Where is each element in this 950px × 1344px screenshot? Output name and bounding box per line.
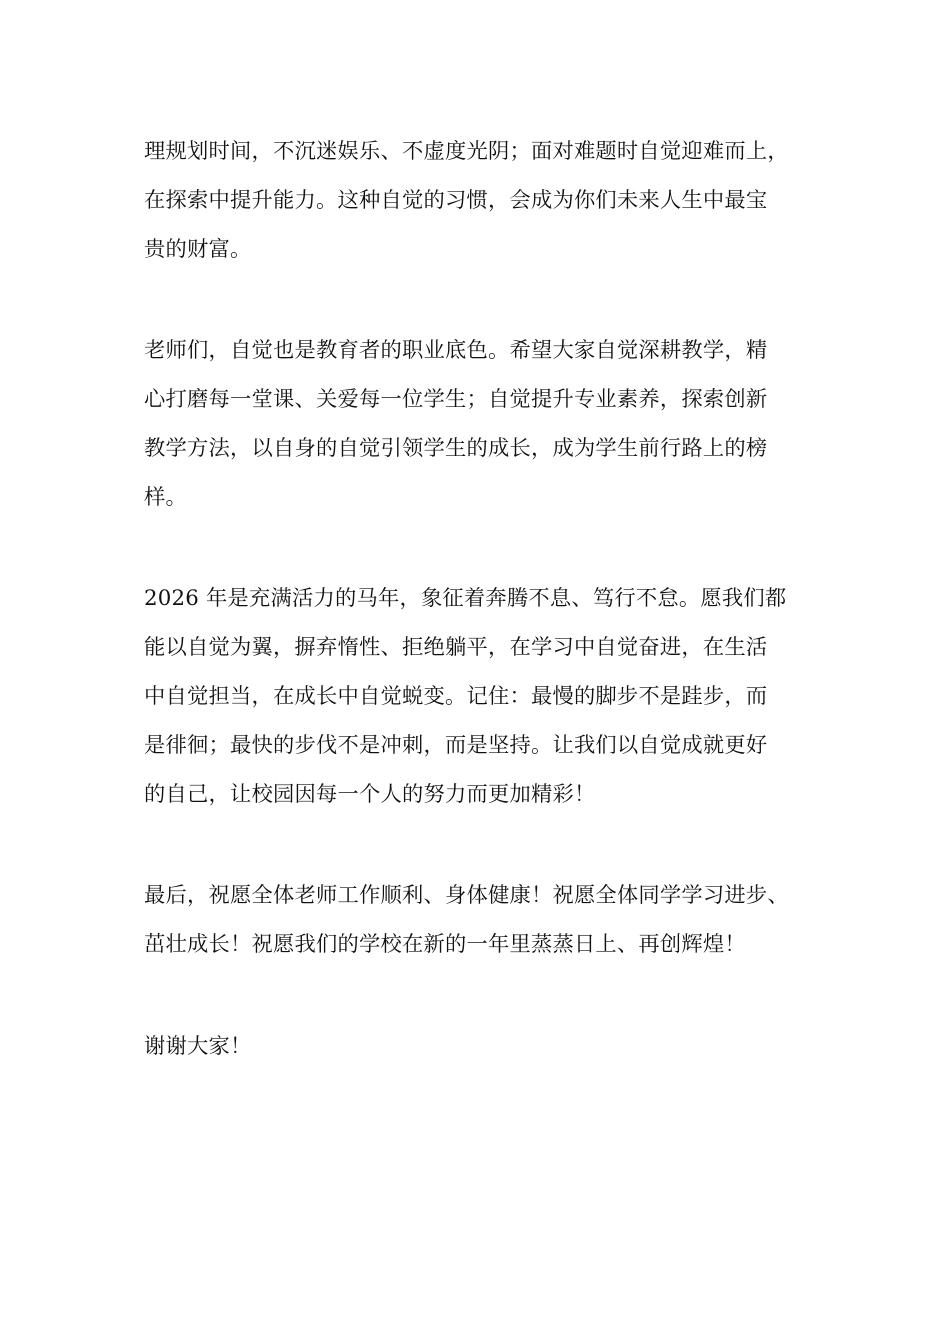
paragraph-line: 能以自觉为翼，摒弃惰性、拒绝躺平，在学习中自觉奋进，在生活 xyxy=(144,635,768,660)
paragraph-line: 老师们，自觉也是教育者的职业底色。希望大家自觉深耕教学，精 xyxy=(144,338,768,363)
paragraph-line: 的自己，让校园因每一个人的努力而更加精彩！ xyxy=(144,782,596,807)
paragraph-line: 在探索中提升能力。这种自觉的习惯，会成为你们未来人生中最宝 xyxy=(144,188,768,213)
paragraph-line: 教学方法，以自身的自觉引领学生的成长，成为学生前行路上的榜 xyxy=(144,436,768,461)
paragraph-line: 最后，祝愿全体老师工作顺利、身体健康！祝愿全体同学学习进步、 xyxy=(144,883,789,908)
paragraph-self-discipline-habit xyxy=(144,127,789,274)
paragraph-line: 中自觉担当，在成长中自觉蜕变。记住：最慢的脚步不是跬步，而 xyxy=(144,684,768,709)
paragraph-line: 理规划时间，不沉迷娱乐、不虚度光阴；面对难题时自觉迎难而上， xyxy=(144,139,789,164)
paragraph-line: 心打磨每一堂课、关爱每一位学生；自觉提升专业素养，探索创新 xyxy=(144,387,768,412)
paragraph-line: 谢谢大家！ xyxy=(144,1034,252,1059)
paragraph-line: 茁壮成长！祝愿我们的学校在新的一年里蒸蒸日上、再创辉煌！ xyxy=(144,932,746,957)
paragraph-thanks xyxy=(144,1022,252,1071)
paragraph-line: 2026 年是充满活力的马年，象征着奔腾不息、笃行不怠。愿我们都 xyxy=(144,586,787,611)
paragraph-closing-wishes xyxy=(144,871,789,969)
paragraph-line: 是徘徊；最快的步伐不是冲刺，而是坚持。让我们以自觉成就更好 xyxy=(144,733,768,758)
paragraph-year-of-horse xyxy=(144,574,786,819)
paragraph-teachers xyxy=(144,326,767,522)
paragraph-line: 样。 xyxy=(144,485,187,510)
paragraph-line: 贵的财富。 xyxy=(144,237,252,262)
